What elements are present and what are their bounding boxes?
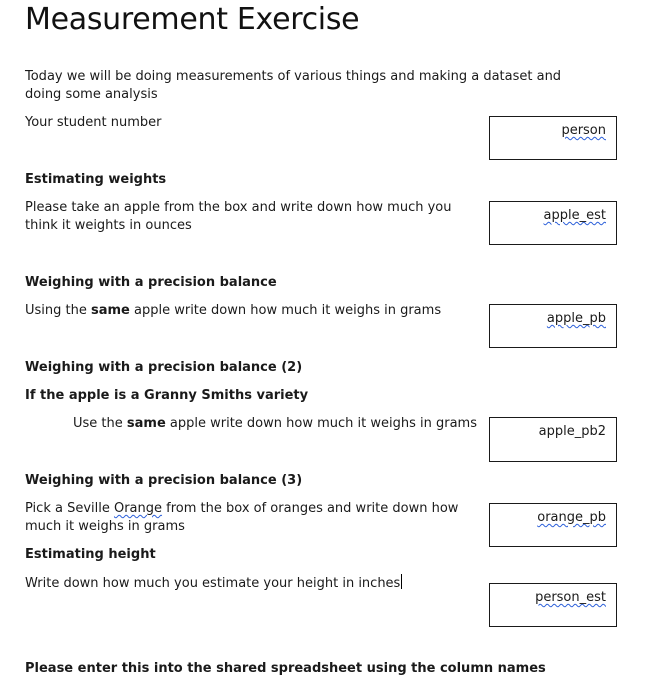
orange-pb-box[interactable] [489,503,617,547]
estimating-height-text: Write down how much you estimate your height in inches [25,576,401,591]
precision-balance-3-text: Pick a Seville Orange from the box of oranges and write down how much it weighs in grams [25,501,459,534]
orange-pb-field-label: orange_pb [537,510,606,525]
text-cursor [401,574,402,589]
person-est-box[interactable] [489,583,617,627]
apple-est-field-label: apple_est [543,208,606,223]
apple-pb-field-label: apple_pb [546,311,606,326]
intro-paragraph: Today we will be doing measurements of various things and making a dataset and doing some analysis [25,69,562,102]
precision-balance-2-heading: Weighing with a precision balance (2) [25,360,303,375]
precision-balance-2-text: Use the same apple write down how much it weighs in grams [73,416,477,431]
precision-balance-3-heading: Weighing with a precision balance (3) [25,473,303,488]
granny-smith-condition: If the apple is a Granny Smiths variety [25,388,309,403]
estimating-weights-heading: Estimating weights [25,172,167,187]
estimating-height-heading: Estimating height [25,547,156,562]
apple-pb-box[interactable] [489,304,617,348]
page-title: Measurement Exercise [25,2,360,37]
precision-balance-text: Using the same apple write down how much it weighs in grams [25,303,442,318]
student-number-label: Your student number [25,115,162,130]
person-est-field-label: person_est [535,590,606,605]
estimating-weights-text: Please take an apple from the box and write down how much you think it weights in ounces [25,200,452,233]
apple-est-box[interactable] [489,201,617,245]
precision-balance-heading: Weighing with a precision balance [25,275,277,290]
person-field-label: person [561,123,606,138]
footer-instruction: Please enter this into the shared spreadsheet using the column names [25,661,546,676]
person-box[interactable] [489,116,617,160]
apple-pb2-box[interactable] [489,417,617,462]
apple-pb2-field-label: apple_pb2 [538,424,606,439]
